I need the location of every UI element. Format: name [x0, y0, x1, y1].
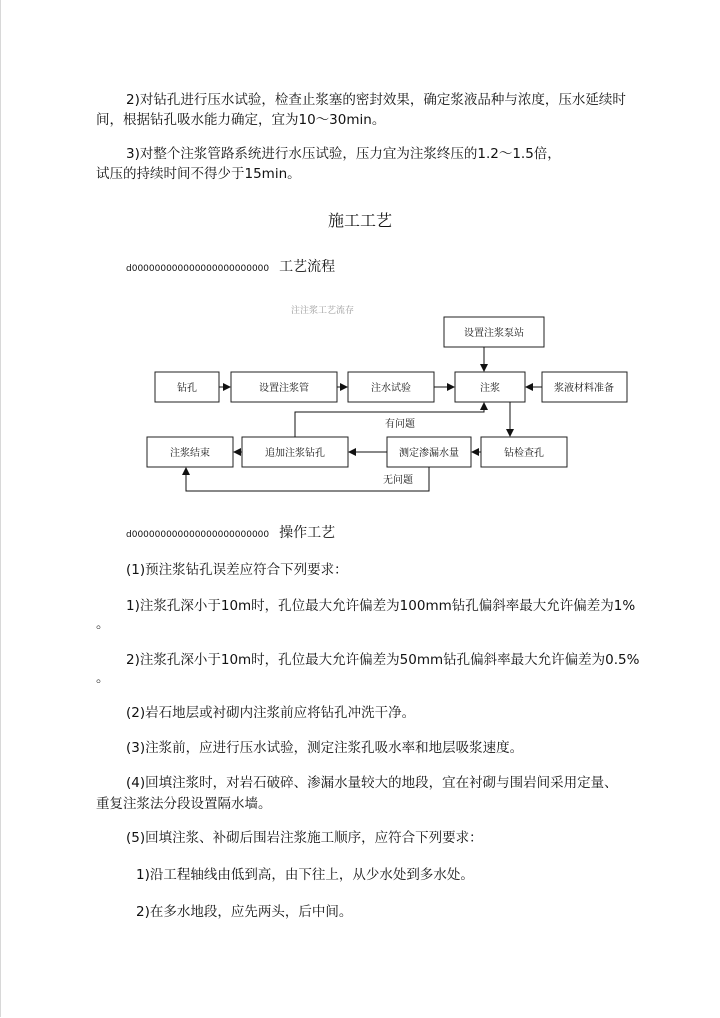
req-1-2-end: 。 [96, 670, 110, 686]
req-1: (1)预注浆钻孔误差应符合下列要求： [126, 562, 348, 578]
req-1-1-end: 。 [96, 616, 110, 632]
section-title: 施工工艺 [327, 211, 392, 230]
subsection-operation-label: 操作工艺 [279, 525, 336, 541]
req-1-2: 2)注浆孔深小于10m时，孔位最大允许偏差为50mm钻孔偏斜率最大允许偏差为0.5% [126, 652, 640, 668]
node-add-hole-label: 追加注浆钻孔 [265, 448, 325, 459]
node-drill-label: 钻孔 [177, 383, 197, 394]
req-5-2: 2)在多水地段，应先两头，后中间。 [136, 904, 353, 920]
req-1-1: 1)注浆孔深小于10m时，孔位最大允许偏差为100mm钻孔偏斜率最大允许偏差为1% [126, 598, 636, 614]
para-pressure-test-line2: 间，根据钻孔吸水能力确定，宜为10〜30min。 [96, 112, 386, 128]
subsection-operation-code: d000000000000000000000000 [126, 530, 270, 540]
node-measure-leak-label: 测定渗漏水量 [399, 448, 459, 459]
edge-label-no-problem: 无问题 [383, 475, 413, 486]
req-4-line1: (4)回填注浆时，对岩石破碎、渗漏水量较大的地段，宜在衬砌与围岩间采用定量、 [126, 775, 618, 791]
para-hydraulic-test-line2: 试压的持续时间不得少于15min。 [96, 166, 301, 182]
diagram-caption: 注注浆工艺流存 [291, 306, 355, 316]
node-inspect-hole-label: 钻检查孔 [504, 448, 544, 459]
subsection-flow-code: d000000000000000000000000 [126, 264, 270, 274]
node-end-grouting-label: 注浆结束 [170, 448, 210, 459]
req-5: (5)回填注浆、补砌后围岩注浆施工顺序，应符合下列要求： [126, 830, 483, 846]
req-2: (2)岩石地层或衬砌内注浆前应将钻孔冲洗干净。 [126, 705, 416, 721]
req-4-line2: 重复注浆法分段设置隔水墙。 [96, 796, 272, 812]
node-grouting-label: 注浆 [480, 383, 500, 394]
para-hydraulic-test-line1: 3)对整个注浆管路系统进行水压试验，压力宜为注浆终压的1.2〜1.5倍， [126, 146, 561, 162]
node-water-test-label: 注水试验 [371, 383, 411, 394]
edge-label-has-problem: 有问题 [385, 419, 415, 430]
node-set-station-label: 设置注浆泵站 [464, 328, 524, 339]
para-pressure-test-line1: 2)对钻孔进行压水试验，检查止浆塞的密封效果，确定浆液品种与浓度，压水延续时 [126, 92, 626, 108]
req-3: (3)注浆前，应进行压水试验，测定注浆孔吸水率和地层吸浆速度。 [126, 740, 524, 756]
node-material-prep-label: 浆液材料准备 [554, 383, 614, 394]
node-set-pipe-label: 设置注浆管 [259, 383, 309, 394]
subsection-flow-label: 工艺流程 [279, 259, 336, 275]
subsection-operation [126, 522, 335, 542]
req-5-1: 1)沿工程轴线由低到高，由下往上，从少水处到多水处。 [136, 867, 474, 883]
